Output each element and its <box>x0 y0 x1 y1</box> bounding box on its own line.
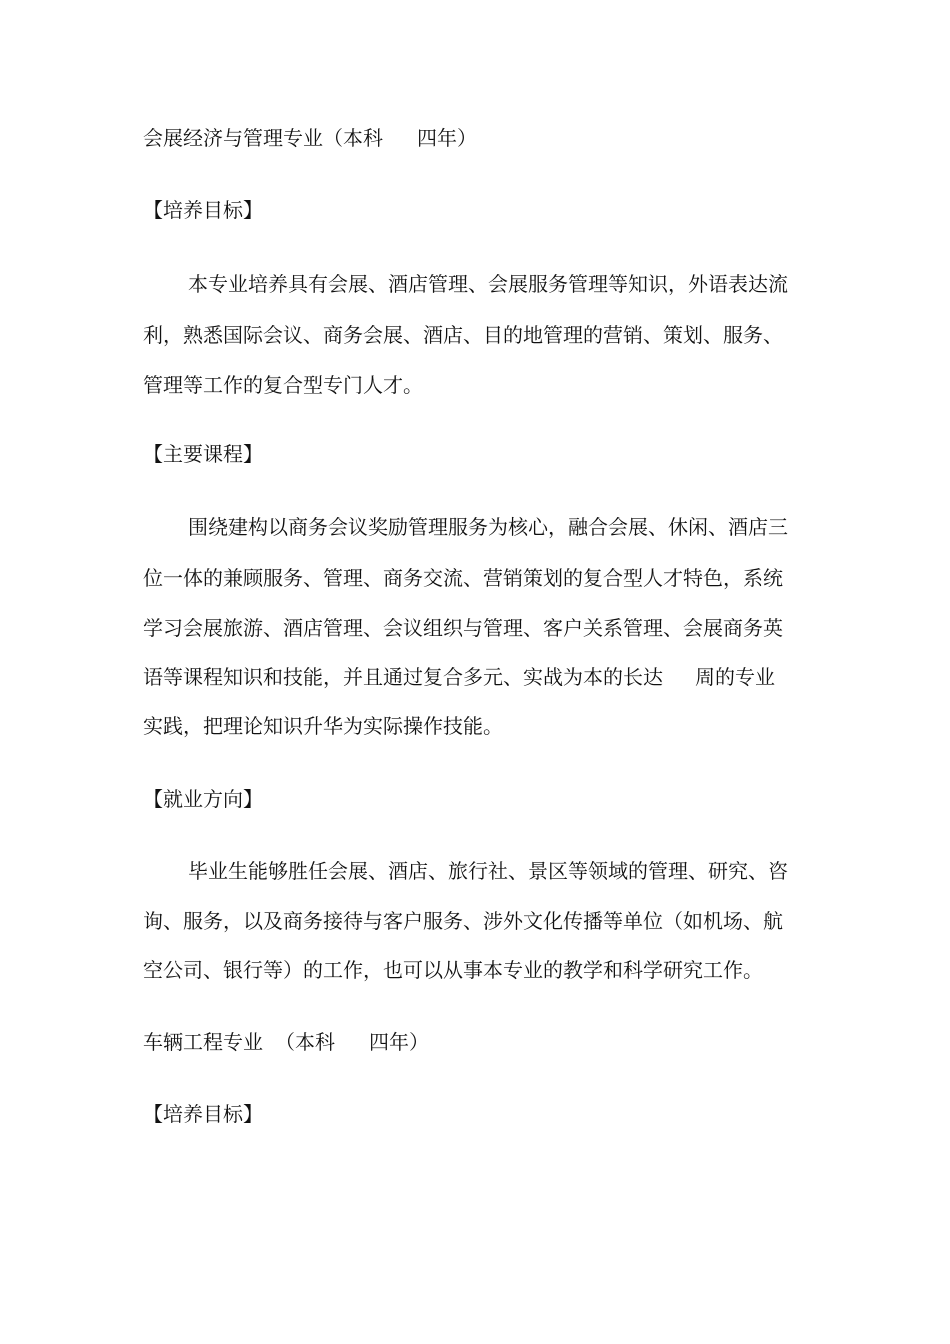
section1-courses-line-4-suffix: 周的专业 <box>695 665 775 689</box>
section1-title-duration: 四年） <box>417 126 477 150</box>
section1-courses-heading: 【主要课程】 <box>143 442 263 466</box>
section1-objective-line-2: 利，熟悉国际会议、商务会展、酒店、目的地管理的营销、策划、服务、 <box>143 323 783 347</box>
section2-title-program: （本科 <box>275 1030 335 1054</box>
section2-title-duration: 四年） <box>369 1030 429 1054</box>
section2-title-main: 车辆工程专业 <box>143 1030 263 1054</box>
section1-courses-line-4 <box>143 665 775 689</box>
section1-courses-line-5: 实践，把理论知识升华为实际操作技能。 <box>143 714 503 738</box>
section1-career-line-3: 空公司、银行等）的工作，也可以从事本专业的教学和科学研究工作。 <box>143 958 763 982</box>
section1-objective-line-3: 管理等工作的复合型专门人才。 <box>143 373 423 397</box>
section1-career-line-1: 毕业生能够胜任会展、酒店、旅行社、景区等领域的管理、研究、咨 <box>188 859 788 883</box>
section1-courses-line-2: 位一体的兼顾服务、管理、商务交流、营销策划的复合型人才特色，系统 <box>143 566 783 590</box>
section2-objective-heading: 【培养目标】 <box>143 1102 263 1126</box>
section1-courses-line-4-text: 语等课程知识和技能，并且通过复合多元、实战为本的长达 <box>143 665 663 689</box>
section1-title-main: 会展经济与管理专业（本科 <box>143 126 383 150</box>
section1-career-line-2: 询、服务，以及商务接待与客户服务、涉外文化传播等单位（如机场、航 <box>143 909 783 933</box>
section2-title <box>143 1030 429 1054</box>
section1-objective-heading: 【培养目标】 <box>143 198 263 222</box>
section1-title <box>143 126 477 150</box>
section1-courses-line-3: 学习会展旅游、酒店管理、会议组织与管理、客户关系管理、会展商务英 <box>143 616 783 640</box>
section1-career-heading: 【就业方向】 <box>143 787 263 811</box>
section1-objective-line-1: 本专业培养具有会展、酒店管理、会展服务管理等知识，外语表达流 <box>188 272 788 296</box>
section1-courses-line-1: 围绕建构以商务会议奖励管理服务为核心，融合会展、休闲、酒店三 <box>188 515 788 539</box>
